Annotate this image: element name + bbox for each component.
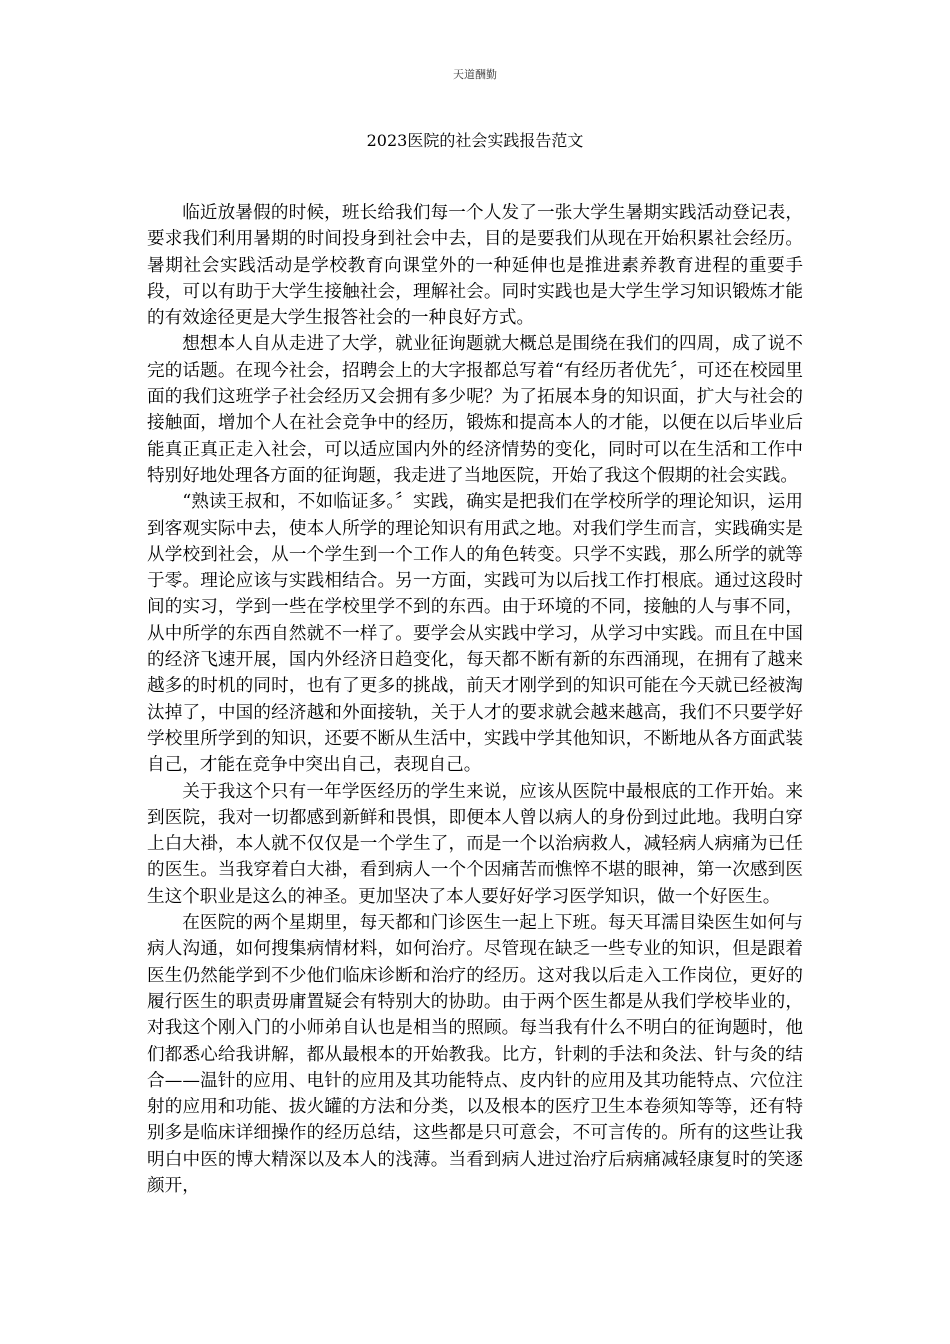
paragraph: 在医院的两个星期里，每天都和门诊医生一起上下班。每天耳濡目染医生如何与病人沟通，如何搜集病情材料，如何治疗。尽管现在缺乏一些专业的知识，但是跟着医生仍然能学到不少他们临床诊断和治疗的经历。这对我以后走入工作岗位，更好的履行医生的职责毋庸置疑会有特别大的协助。由于两个医生都是从我们学校毕业的，对我这个刚入门的小师弟自认也是相当的照顾。每当我有什么不明白的征询题时，他们都悉心给我讲解，都从最根本的开始教我。比方，针刺的手法和灸法、针与灸的结合——温针的应用、电针的应用及其功能特点、皮内针的应用及其功能特点、穴位注射的应用和功能、拔火罐的方法和分类，以及根本的医疗卫生本卷须知等等，还有特别多是临床详细操作的经历总结，这些都是只可意会，不可言传的。所有的这些让我明白中医的博大精深以及本人的浅薄。当看到病人进过治疗后病痛减轻康复时的笑逐颜开， <box>147 913 803 1196</box>
page-header: 天道酬勤 <box>453 68 497 81</box>
paragraph: 关于我这个只有一年学医经历的学生来说，应该从医院中最根底的工作开始。来到医院，我对一切都感到新鲜和畏惧，即便本人曾以病人的身份到过此地。我明白穿上白大褂，本人就不仅仅是一个学生了，而是一个以治病救人，减轻病人病痛为已任的医生。当我穿着白大褂，看到病人一个个因痛苦而憔悴不堪的眼神，第一次感到医生这个职业是这么的神圣。更加坚决了本人要好好学习医学知识，做一个好医生。 <box>147 781 803 907</box>
paragraph: 想想本人自从走进了大学，就业征询题就大概总是围绕在我们的四周，成了说不完的话题。在现今社会，招聘会上的大字报都总写着“有经历者优先〞，可还在校园里面的我们这班学子社会经历又会拥有多少呢？为了拓展本身的知识面，扩大与社会的接触面，增加个人在社会竞争中的经历，锻炼和提高本人的才能，以便在以后毕业后能真正真正走入社会，可以适应国内外的经济情势的变化，同时可以在生活和工作中特别好地处理各方面的征询题，我走进了当地医院，开始了我这个假期的社会实践。 <box>147 334 803 486</box>
paragraph: “熟读王叔和，不如临证多。〞实践，确实是把我们在学校所学的理论知识，运用到客观实际中去，使本人所学的理论知识有用武之地。对我们学生而言，实践确实是从学校到社会，从一个学生到一个工作人的角色转变。只学不实践，那么所学的就等于零。理论应该与实践相结合。另一方面，实践可为以后找工作打根底。通过这段时间的实习，学到一些在学校里学不到的东西。由于环境的不同，接触的人与事不同，从中所学的东西自然就不一样了。要学会从实践中学习，从学习中实践。而且在中国的经济飞速开展，国内外经济日趋变化，每天都不断有新的东西涌现，在拥有了越来越多的时机的同时，也有了更多的挑战，前天才刚学到的知识可能在今天就已经被淘汰掉了，中国的经济越和外面接轨，关于人才的要求就会越来越高，我们不只要学好学校里所学到的知识，还要不断从生活中，实践中学其他知识，不断地从各方面武装自己，才能在竞争中突出自己，表现自己。 <box>147 492 803 776</box>
document-body <box>147 200 803 1199</box>
document-title: 2023医院的社会实践报告范文 <box>366 131 584 150</box>
paragraph: 临近放暑假的时候，班长给我们每一个人发了一张大学生暑期实践活动登记表，要求我们利用暑期的时间投身到社会中去，目的是要我们从现在开始积累社会经历。暑期社会实践活动是学校教育向课堂外的一种延伸也是推进素养教育进程的重要手段，可以有助于大学生接触社会，理解社会。同时实践也是大学生学习知识锻炼才能的有效途径更是大学生报答社会的一种良好方式。 <box>147 203 803 329</box>
